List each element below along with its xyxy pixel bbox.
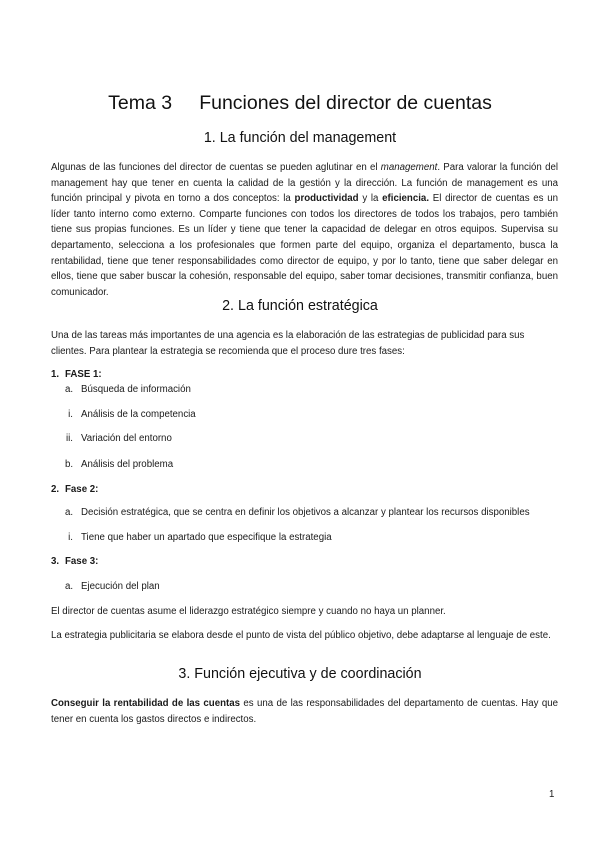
- phase-2-item-a-sub-i: i. Tiene que haber un apartado que especifique la estrategia: [68, 532, 332, 543]
- section-2-closing-2: La estrategia publicitaria se elabora desde el punto de vista del público objetivo, debe adaptarse al lenguaje de este.: [51, 630, 551, 641]
- title-number: Tema 3: [108, 92, 173, 114]
- section-1-paragraph: Algunas de las funciones del director de cuentas se pueden aglutinar en el management. Para valorar la función del management hay que tener en cuenta la calidad de la gestión y la dirección. La función de management es una función principal y pivota en torno a dos conceptos: la productividad y la eficiencia. El director de cuentas es un líder tanto interno como externo. Comparte funciones con todos los directores de todos los trabajos, pero también tiene sus propias funciones. Es un líder y tiene que tener la capacidad de delegar en otros equipos. Supervisa su departamento, selecciona a los profesionales que formen parte del equipo, organiza el departamento, busca la rentabilidad, tiene que tener responsabilidades como director de equipo, y por lo tanto, tiene que saber delegar en ellos, tiene que saber buscar la cohesión, responsable del equipo, saber tomar decisiones, transmitir confianza, buen comunicador.: [51, 162, 558, 298]
- phase-1-item-a: a. Búsqueda de información: [65, 384, 191, 395]
- phase-1-item-b: b. Análisis del problema: [65, 459, 174, 470]
- section-2-heading: 2. La función estratégica: [222, 298, 378, 314]
- phase-1: 1. FASE 1:: [51, 369, 102, 380]
- section-3-heading: 3. Función ejecutiva y de coordinación: [178, 666, 422, 682]
- section-2-closing-1: El director de cuentas asume el liderazgo estratégico siempre y cuando no haya un planner.: [51, 606, 446, 617]
- phase-2-item-a: a. Decisión estratégica, que se centra en definir los objetivos a alcanzar y plantear los recursos disponibles: [65, 507, 530, 518]
- section-2-intro: Una de las tareas más importantes de una agencia es la elaboración de las estrategias de publicidad para sus clientes. Para plantear la estrategia se recomienda que el proceso dure tres fases:: [51, 330, 525, 357]
- section-1-heading: 1. La función del management: [203, 130, 397, 146]
- title-text: Funciones del director de cuentas: [199, 92, 492, 114]
- phase-1-item-a-sub-ii: ii. Variación del entorno: [66, 433, 172, 444]
- page-number: 1: [549, 789, 555, 800]
- phase-3-item-a: a. Ejecución del plan: [65, 581, 160, 592]
- phase-2: 2. Fase 2:: [51, 484, 99, 495]
- document-title: [0, 92, 600, 115]
- phase-3: 3. Fase 3:: [51, 556, 99, 567]
- phase-1-item-a-sub-i: i. Análisis de la competencia: [68, 409, 196, 420]
- section-3-paragraph: Conseguir la rentabilidad de las cuentas es una de las responsabilidades del departamento de cuentas. Hay que tener en cuenta los gastos directos e indirectos.: [51, 698, 558, 725]
